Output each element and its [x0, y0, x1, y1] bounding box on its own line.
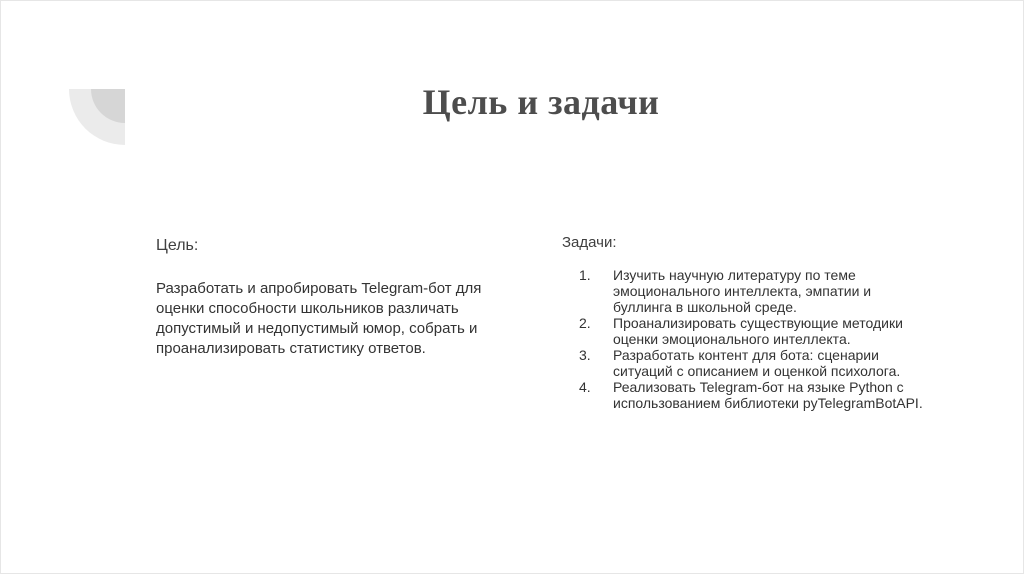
task-text: Изучить научную литературу по теме эмоционального интеллекта, эмпатии и буллинга в школьной среде.: [613, 267, 872, 315]
task-item-4: [579, 379, 929, 411]
tasks-list: [579, 267, 929, 411]
task-number: 4.: [579, 379, 591, 395]
task-text: Проанализировать существующие методики оценки эмоционального интеллекта.: [613, 315, 903, 347]
task-item-1: [579, 267, 929, 315]
task-number: 3.: [579, 347, 591, 363]
task-text: Разработать контент для бота: сценарии ситуаций с описанием и оценкой психолога.: [613, 347, 901, 379]
goal-heading: Цель:: [156, 237, 199, 254]
task-number: 1.: [579, 267, 591, 283]
task-item-3: [579, 347, 929, 379]
slide-title: Цель и задачи: [422, 82, 660, 122]
tasks-heading: Задачи:: [562, 234, 617, 251]
task-number: 2.: [579, 315, 591, 331]
goal-text: Разработать и апробировать Telegram-бот для оценки способности школьников различать допустимый и недопустимый юмор, собрать и проанализировать статистику ответов.: [156, 280, 482, 357]
task-text: Реализовать Telegram-бот на языке Python с использованием библиотеки pyTelegramBotAPI.: [613, 379, 923, 411]
task-item-2: [579, 315, 929, 347]
